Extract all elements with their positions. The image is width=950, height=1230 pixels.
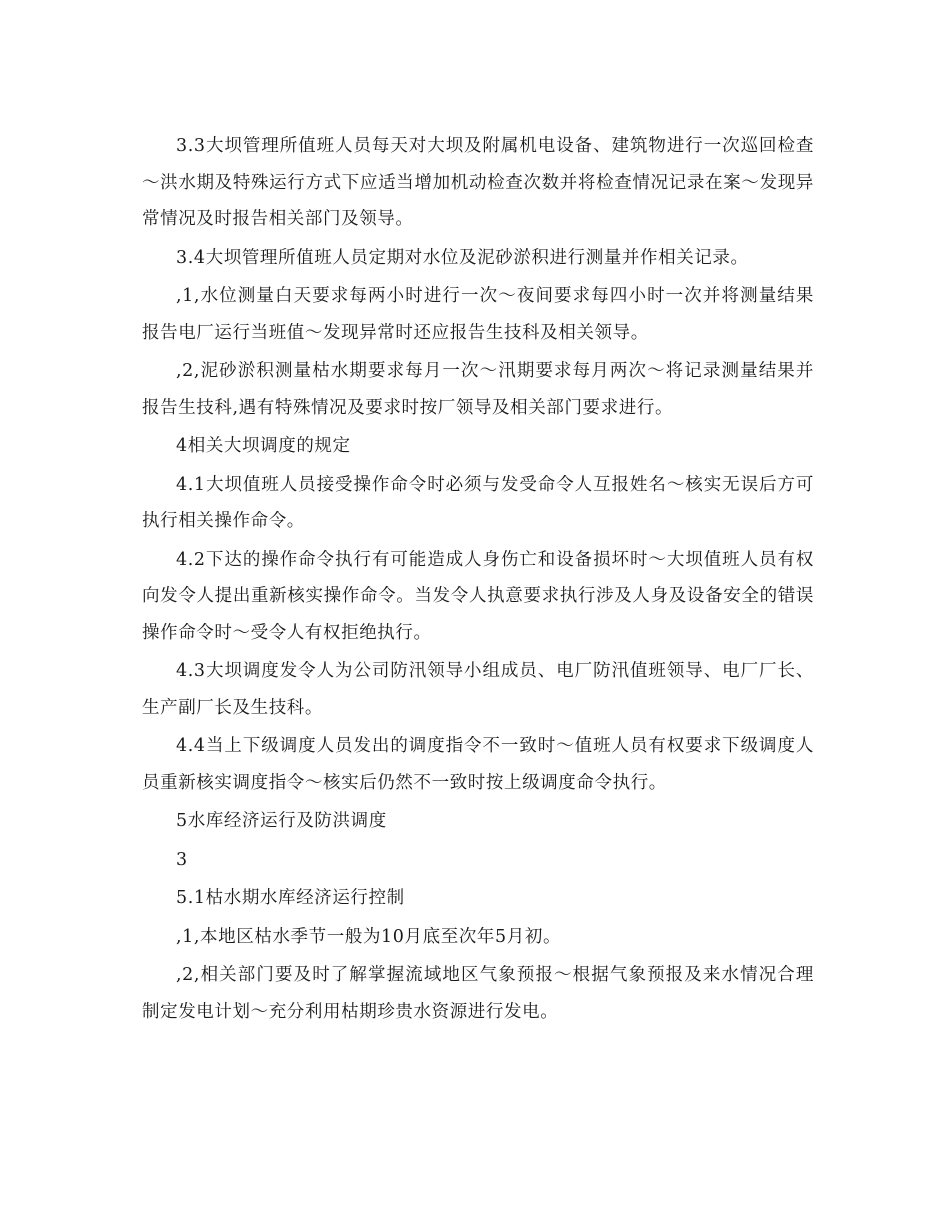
paragraph-3-4-item-2: ,2,泥砂淤积测量枯水期要求每月一次～汛期要求每月两次～将记录测量结果并报告生技科,遇有特殊情况及要求时按厂领导及相关部门要求进行。 <box>142 361 814 418</box>
paragraph-3-4: 3.4大坝管理所值班人员定期对水位及泥砂淤积进行测量并作相关记录。 <box>176 247 749 268</box>
paragraph-4-2: 4.2下达的操作命令执行有可能造成人身伤亡和设备损坏时～大坝值班人员有权向发令人提出重新核实操作命令。当发令人执意要求执行涉及人身及设备安全的错误操作命令时～受令人有权拒绝执行。 <box>142 549 814 643</box>
section-heading-5: 5水库经济运行及防洪调度 <box>176 811 387 831</box>
section-heading-4: 4相关大坝调度的规定 <box>176 436 351 456</box>
page-number: 3 <box>176 849 188 870</box>
paragraph-4-1: 4.1大坝值班人员接受操作命令时必须与发受命令人互报姓名～核实无误后方可执行相关操作命令。 <box>142 474 814 531</box>
paragraph-4-3: 4.3大坝调度发令人为公司防汛领导小组成员、电厂防汛值班领导、电厂厂长、生产副厂长及生技科。 <box>142 661 814 718</box>
subsection-heading-5-1: 5.1枯水期水库经济运行控制 <box>176 888 405 908</box>
paragraph-4-4: 4.4当上下级调度人员发出的调度指令不一致时～值班人员有权要求下级调度人员重新核实调度指令～核实后仍然不一致时按上级调度命令执行。 <box>142 736 814 793</box>
paragraph-5-1-item-1: ,1,本地区枯水季节一般为10月底至次年5月初。 <box>176 926 562 947</box>
document-body <box>142 128 814 1030</box>
paragraph-3-3: 3.3大坝管理所值班人员每天对大坝及附属机电设备、建筑物进行一次巡回检查～洪水期及特殊运行方式下应适当增加机动检查次数并将检查情况记录在案～发现异常情况及时报告相关部门及领导。 <box>142 136 814 229</box>
paragraph-5-1-item-2: ,2,相关部门要及时了解掌握流域地区气象预报～根据气象预报及来水情况合理制定发电计划～充分利用枯期珍贵水资源进行发电。 <box>142 965 814 1022</box>
paragraph-3-4-item-1: ,1,水位测量白天要求每两小时进行一次～夜间要求每四小时一次并将测量结果报告电厂运行当班值～发现异常时还应报告生技科及相关领导。 <box>142 286 814 343</box>
